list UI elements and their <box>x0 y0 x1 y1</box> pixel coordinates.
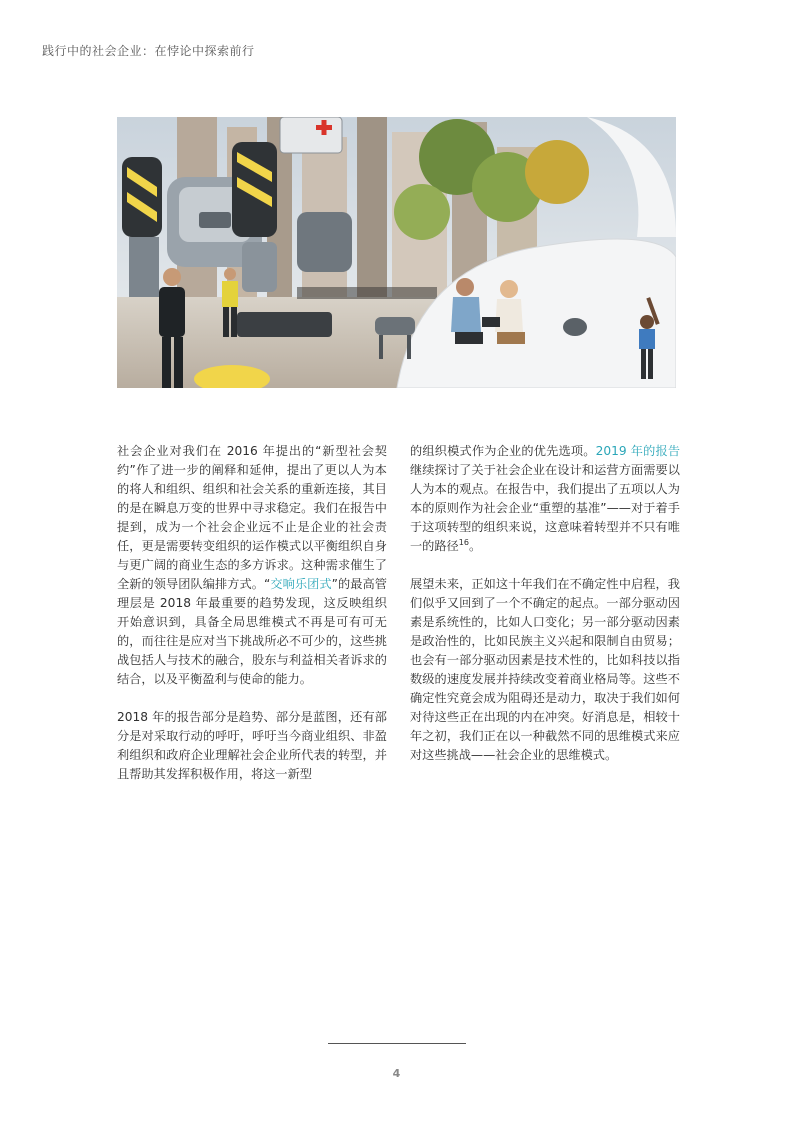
right-paragraph-1 <box>410 442 680 556</box>
report-2019-link[interactable]: 2019 年的报告 <box>595 444 681 458</box>
right-p1-end: 。 <box>468 539 482 553</box>
page-number: 4 <box>392 1067 401 1080</box>
left-p1-text-b: ”的最高管理层是 2018 年最重要的趋势发现，这反映组织开始意识到，具备全局思维模式不再是可有可无的，而往往是应对当下挑战所必不可少的，这些挑战包括人与技术的融合，股东与利益相关者诉求的结合，以及平衡盈利与使命的能力。 <box>117 577 387 686</box>
left-column <box>117 442 387 803</box>
hero-illustration <box>117 117 676 388</box>
left-paragraph-2: 2018 年的报告部分是趋势、部分是蓝图，还有部分是对采取行动的呼吁，呼吁当今商业组织、非盈利组织和政府企业理解社会企业所代表的转型，并且帮助其发挥积极作用，将这一新型 <box>117 710 387 781</box>
right-paragraph-2: 展望未来，正如这十年我们在不确定性中启程，我们似乎又回到了一个不确定的起点。一部分驱动因素是系统性的，比如人口变化；另一部分驱动因素是政治性的，比如民族主义兴起和限制自由贸易；也会有一部分驱动因素是技术性的，比如科技以指数级的速度发展并持续改变着商业格局等。这些不确定性究竟会成为阻碍还是动力，取决于我们如何对待这些正在出现的内在冲突。好消息是，相较十年之初，我们正在以一种截然不同的思维模式来应对这些挑战——社会企业的思维模式。 <box>410 577 680 762</box>
footnote-marker[interactable]: 16 <box>458 537 469 547</box>
right-p1-text-a: 的组织模式作为企业的优先选项。 <box>410 444 596 458</box>
left-p1-text-a: 社会企业对我们在 2016 年提出的“新型社会契约”作了进一步的阐释和延伸，提出了更以人为本的将人和组织、组织和社会关系的重新连接，其目的是在瞬息万变的世界中寻求稳定。我们在报告中提到，成为一个社会企业远不止是企业的社会责任，更是需要转变组织的运作模式以平衡组织自身与更广阔的商业生态的多方诉求。这种需求催生了全新的领导团队编排方式。“ <box>117 444 387 591</box>
right-p1-text-b: 继续探讨了关于社会企业在设计和运营方面需要以人为本的观点。在报告中，我们提出了五项以人为本的原则作为社会企业“重塑的基准”——对于着手于这项转型的组织来说，这意味着转型并不只有唯一的路径 <box>410 463 680 553</box>
illustration-city-robots <box>117 117 676 388</box>
left-paragraph-1 <box>117 442 387 689</box>
footer-divider <box>328 1043 466 1044</box>
orchestra-leadership-link[interactable]: 交响乐团式 <box>270 577 332 591</box>
right-column <box>410 442 680 784</box>
running-header: 践行中的社会企业：在悖论中探索前行 <box>42 44 255 58</box>
